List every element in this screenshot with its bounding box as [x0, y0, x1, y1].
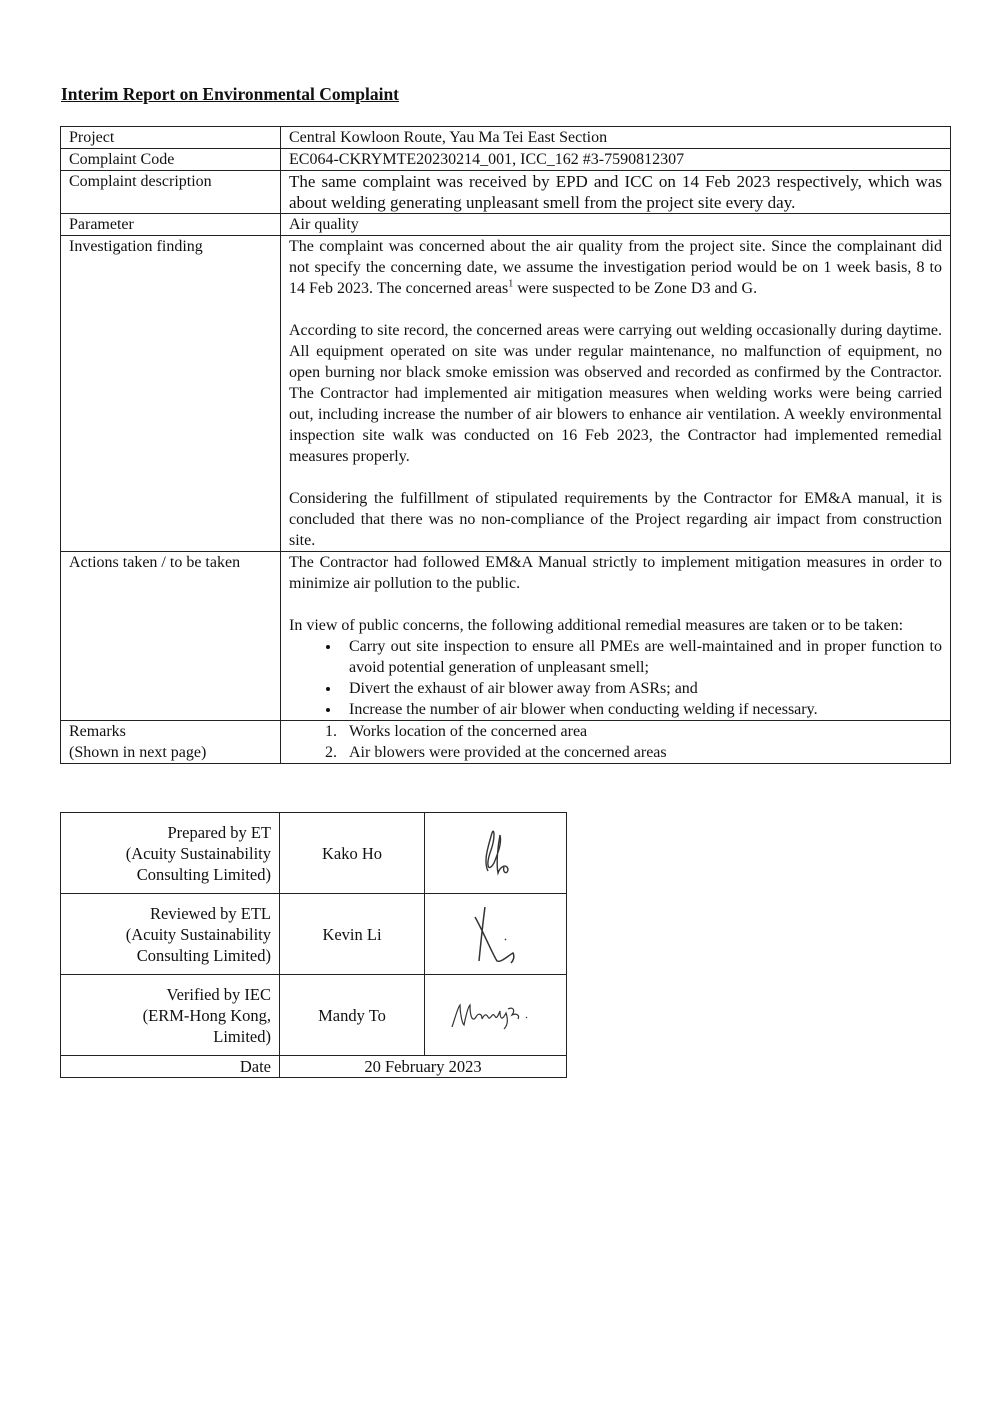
row-prepared	[61, 813, 567, 894]
complaint-code-value: EC064-CKRYMTE20230214_001, ICC_162 #3-7590812307	[281, 149, 951, 171]
role-line: (Acuity Sustainability	[125, 843, 271, 863]
reviewed-name: Kevin Li	[280, 894, 425, 975]
row-actions	[61, 552, 951, 721]
remarks-list	[289, 721, 942, 763]
project-value: Central Kowloon Route, Yau Ma Tei East Section	[281, 127, 951, 149]
investigation-finding-label: Investigation finding	[61, 236, 281, 552]
finding-paragraph-1	[289, 236, 942, 299]
finding-text-cont: were suspected to be Zone D3 and G.	[513, 280, 758, 297]
complaint-description-label: Complaint description	[61, 171, 281, 214]
project-label: Project	[61, 127, 281, 149]
role-line: Limited)	[213, 1026, 271, 1046]
signoff-table	[60, 812, 567, 1078]
verified-name: Mandy To	[280, 975, 425, 1056]
list-item: • Divert the exhaust of air blower away from ASRs; and	[341, 678, 942, 699]
actions-paragraph-1: The Contractor had followed EM&A Manual strictly to implement mitigation measures in order to minimize air pollution to the public.	[289, 554, 942, 592]
role-line: Consulting Limited)	[136, 864, 271, 884]
parameter-value: Air quality	[281, 214, 951, 236]
verified-role	[61, 975, 280, 1056]
row-verified	[61, 975, 567, 1056]
row-remarks	[61, 721, 951, 764]
signature-kako-ho-icon	[466, 823, 526, 883]
investigation-finding-value	[281, 236, 951, 552]
finding-text: The complaint was concerned about the air quality from the project site. Since the complainant did not specify the concerning date, we assume the investigation period would be on 1 week basis, 8 to 14 Feb 2023. The concerned areas	[289, 238, 942, 297]
reviewed-role	[61, 894, 280, 975]
verified-signature	[425, 975, 567, 1056]
remarks-label-line1: Remarks	[69, 723, 126, 740]
date-value: 20 February 2023	[280, 1056, 567, 1078]
actions-value	[281, 552, 951, 721]
remedial-measures-list	[289, 636, 942, 720]
role-line: Reviewed by ETL	[150, 903, 271, 923]
remarks-label-line2: (Shown in next page)	[69, 744, 207, 761]
role-line: Consulting Limited)	[136, 945, 271, 965]
complaint-description-value: The same complaint was received by EPD and ICC on 14 Feb 2023 respectively, which was about welding generating unpleasant smell from the project site every day.	[281, 171, 951, 214]
row-complaint-description	[61, 171, 951, 214]
row-project	[61, 127, 951, 149]
row-complaint-code	[61, 149, 951, 171]
footnote-marker: 1	[508, 278, 514, 290]
document-title: Interim Report on Environmental Complaint	[61, 84, 400, 104]
row-reviewed	[61, 894, 567, 975]
parameter-label: Parameter	[61, 214, 281, 236]
complaint-details-table	[60, 126, 951, 764]
row-date	[61, 1056, 567, 1078]
date-label: Date	[61, 1056, 280, 1078]
list-item: • Increase the number of air blower when conducting welding if necessary.	[341, 699, 942, 720]
role-line: Verified by IEC	[166, 984, 271, 1004]
remarks-value	[281, 721, 951, 764]
finding-paragraph-3: Considering the fulfillment of stipulated requirements by the Contractor for EM&A manual, it is concluded that there was no non-compliance of the Project regarding air impact from construction site.	[289, 490, 942, 549]
list-item: 2. Air blowers were provided at the concerned areas	[341, 742, 942, 763]
signature-mandy-to-icon	[446, 995, 546, 1035]
role-line: (ERM-Hong Kong,	[142, 1005, 271, 1025]
finding-paragraph-2: According to site record, the concerned areas were carrying out welding occasionally during daytime. All equipment operated on site was under regular maintenance, no malfunction of equipment, no open burning nor black smoke emission was observed and recorded as confirmed by the Contractor. The Contractor had implemented air mitigation measures when welding works were being carried out, including increase the number of air blowers to enhance air ventilation. A weekly environmental inspection site walk was conducted on 16 Feb 2023, the Contractor had implemented remedial measures properly.	[289, 322, 942, 465]
list-item: 1. Works location of the concerned area	[341, 721, 942, 742]
prepared-name: Kako Ho	[280, 813, 425, 894]
prepared-signature	[425, 813, 567, 894]
remarks-label	[61, 721, 281, 764]
actions-label: Actions taken / to be taken	[61, 552, 281, 721]
list-item: • Carry out site inspection to ensure all PMEs are well-maintained and in proper function to avoid potential generation of unpleasant smell;	[341, 636, 942, 678]
row-parameter	[61, 214, 951, 236]
prepared-role	[61, 813, 280, 894]
signature-kevin-li-icon	[461, 901, 531, 967]
complaint-code-label: Complaint Code	[61, 149, 281, 171]
role-line: (Acuity Sustainability	[125, 924, 271, 944]
actions-paragraph-2: In view of public concerns, the following additional remedial measures are taken or to be taken:	[289, 617, 904, 634]
reviewed-signature	[425, 894, 567, 975]
row-investigation-finding	[61, 236, 951, 552]
role-line: Prepared by ET	[167, 822, 271, 842]
